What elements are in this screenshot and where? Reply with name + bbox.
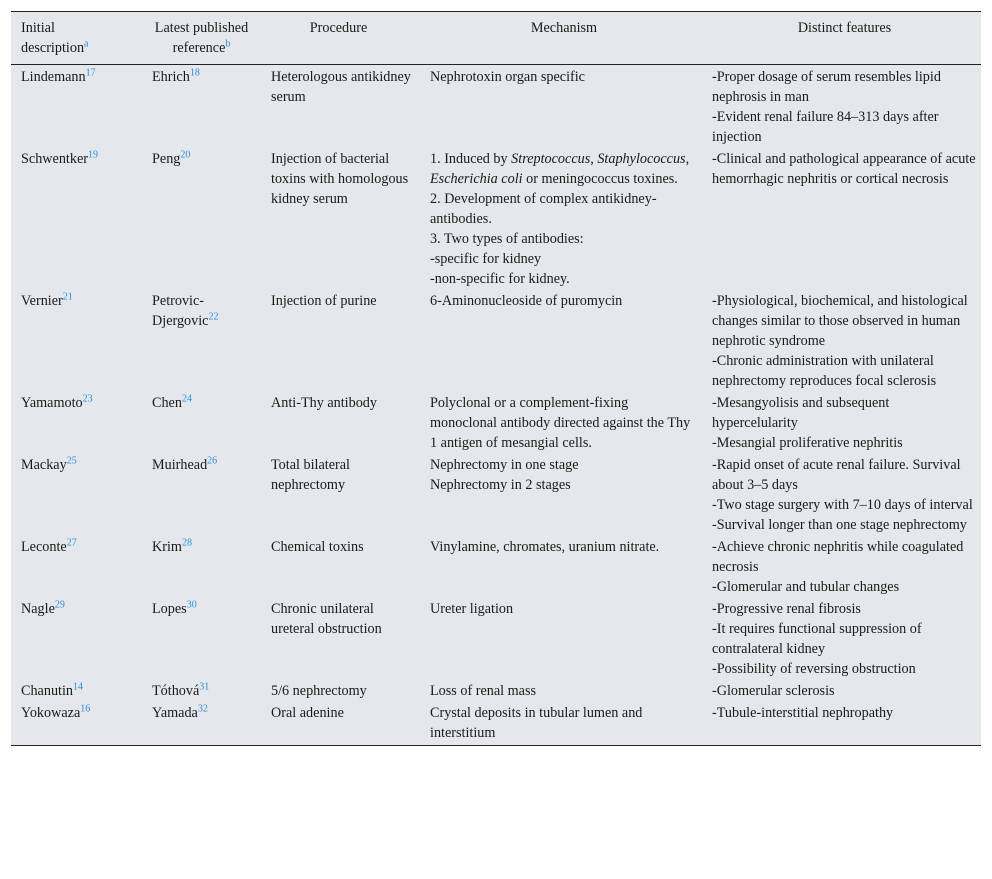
cell-procedure: 5/6 nephrectomy	[271, 683, 367, 699]
cell-distinct-features	[702, 599, 981, 681]
cell-latest-reference-text: Krim	[152, 539, 182, 555]
reference-link[interactable]: 24	[181, 393, 192, 405]
cell-initial-description-text: Yamamoto	[21, 395, 83, 411]
mechanism-line: -specific for kidney	[430, 251, 542, 267]
reference-link[interactable]: 23	[82, 393, 93, 405]
reference-link[interactable]: 16	[80, 703, 91, 715]
table-row	[11, 599, 981, 681]
mechanism-line: 6-Aminonucleoside of puromycin	[430, 293, 623, 309]
cell-initial-description-text: Lindemann	[21, 69, 86, 85]
feature-line: -Glomerular and tubular changes	[712, 579, 900, 595]
cell-latest-reference	[142, 455, 261, 537]
cell-initial-description-text: Schwentker	[21, 151, 88, 167]
reference-link[interactable]: 31	[199, 681, 210, 693]
cell-procedure: Injection of bacterial toxins with homologous kidney serum	[271, 151, 409, 207]
header-initial-label: Initial description	[21, 20, 85, 56]
cell-latest-reference	[142, 149, 261, 291]
cell-procedure: Heterologous antikidney serum	[271, 69, 411, 105]
header-latest-footnote[interactable]: b	[225, 38, 231, 50]
reference-link[interactable]: 26	[207, 455, 218, 467]
table-row	[11, 537, 981, 599]
reference-link[interactable]: 14	[73, 681, 84, 693]
mechanism-fragment: ,	[685, 151, 690, 167]
cell-mechanism	[420, 681, 702, 703]
cell-distinct-features	[702, 537, 981, 599]
mechanism-line: Loss of renal mass	[430, 683, 536, 699]
cell-initial-description	[11, 393, 142, 455]
cell-distinct-features	[702, 65, 981, 150]
header-distinct-features: Distinct features	[797, 20, 892, 36]
cell-mechanism	[420, 599, 702, 681]
organism-name: Escherichia coli	[430, 171, 523, 187]
cell-procedure: Injection of purine	[271, 293, 377, 309]
feature-line: -It requires functional suppression of contralateral kidney	[712, 621, 922, 657]
header-initial-footnote[interactable]: a	[84, 38, 89, 50]
cell-initial-description-text: Mackay	[21, 457, 67, 473]
feature-line: -Survival longer than one stage nephrectomy	[712, 517, 967, 533]
cell-initial-description	[11, 455, 142, 537]
mechanism-line: 3. Two types of antibodies:	[430, 231, 584, 247]
mechanism-fragment: or meningococcus toxines.	[522, 171, 678, 187]
feature-line: -Mesangial proliferative nephritis	[712, 435, 903, 451]
feature-line: -Glomerular sclerosis	[712, 683, 835, 699]
reference-link[interactable]: 32	[197, 703, 208, 715]
reference-link[interactable]: 30	[186, 599, 197, 611]
table-row	[11, 703, 981, 746]
header-procedure: Procedure	[309, 20, 368, 36]
feature-line: -Achieve chronic nephritis while coagulated necrosis	[712, 539, 964, 575]
cell-initial-description	[11, 291, 142, 393]
header-latest-label: Latest published reference	[154, 20, 249, 56]
header-latest-reference	[142, 12, 261, 65]
cell-distinct-features	[702, 393, 981, 455]
feature-line: -Clinical and pathological appearance of acute hemorrhagic nephritis or cortical necrosis	[712, 151, 976, 187]
cell-latest-reference	[142, 681, 261, 703]
feature-line: -Mesangyolisis and subsequent hypercelularity	[712, 395, 890, 431]
table-body	[11, 65, 981, 746]
feature-line: -Physiological, biochemical, and histological changes similar to those observed in human nephrotic syndrome	[712, 293, 968, 349]
cell-distinct-features	[702, 291, 981, 393]
cell-initial-description	[11, 537, 142, 599]
reference-link[interactable]: 25	[66, 455, 77, 467]
cell-procedure: Anti-Thy antibody	[271, 395, 377, 411]
cell-distinct-features	[702, 149, 981, 291]
cell-mechanism	[420, 537, 702, 599]
mechanism-line: -non-specific for kidney.	[430, 271, 570, 287]
mechanism-fragment: ,	[590, 151, 598, 167]
table-row	[11, 393, 981, 455]
table-row	[11, 455, 981, 537]
organism-name: Streptococcus	[511, 151, 591, 167]
models-table	[11, 11, 981, 746]
cell-latest-reference-text: Petrovic-Djergovic	[152, 293, 209, 329]
mechanism-line: Nephrotoxin organ specific	[430, 69, 585, 85]
mechanism-line: Nephrectomy in 2 stages	[430, 477, 571, 493]
cell-latest-reference	[142, 703, 261, 746]
reference-link[interactable]: 20	[180, 149, 191, 161]
mechanism-line: 2. Development of complex antikidney-antibodies.	[430, 191, 657, 227]
cell-mechanism	[420, 393, 702, 455]
feature-line: -Progressive renal fibrosis	[712, 601, 861, 617]
cell-initial-description-text: Nagle	[21, 601, 55, 617]
mechanism-line: Nephrectomy in one stage	[430, 457, 579, 473]
cell-distinct-features	[702, 681, 981, 703]
cell-procedure: Total bilateral nephrectomy	[271, 457, 350, 493]
organism-name: Staphylococcus	[597, 151, 686, 167]
mechanism-fragment: 1. Induced by	[430, 151, 512, 167]
table-row	[11, 65, 981, 150]
mechanism-line	[430, 149, 698, 189]
cell-mechanism	[420, 291, 702, 393]
table-row	[11, 681, 981, 703]
mechanism-line: Polyclonal or a complement-fixing monoclonal antibody directed against the Thy 1 antigen of mesangial cells.	[430, 395, 691, 451]
cell-distinct-features	[702, 455, 981, 537]
cell-latest-reference-text: Ehrich	[152, 69, 190, 85]
cell-initial-description	[11, 149, 142, 291]
cell-latest-reference-text: Chen	[152, 395, 182, 411]
table-row	[11, 149, 981, 291]
cell-mechanism	[420, 65, 702, 150]
cell-initial-description-text: Leconte	[21, 539, 67, 555]
header-mechanism: Mechanism	[530, 20, 598, 36]
cell-latest-reference-text: Tóthová	[152, 683, 200, 699]
cell-initial-description-text: Vernier	[21, 293, 63, 309]
cell-mechanism	[420, 455, 702, 537]
cell-latest-reference	[142, 65, 261, 150]
cell-latest-reference-text: Peng	[152, 151, 181, 167]
reference-link[interactable]: 21	[62, 291, 73, 303]
cell-procedure: Chronic unilateral ureteral obstruction	[271, 601, 382, 637]
cell-distinct-features	[702, 703, 981, 746]
cell-latest-reference	[142, 599, 261, 681]
cell-mechanism	[420, 703, 702, 746]
mechanism-line: Ureter ligation	[430, 601, 514, 617]
feature-line: -Proper dosage of serum resembles lipid nephrosis in man	[712, 69, 941, 105]
cell-initial-description	[11, 65, 142, 150]
reference-link[interactable]: 29	[54, 599, 65, 611]
cell-latest-reference-text: Lopes	[152, 601, 187, 617]
cell-initial-description-text: Yokowaza	[21, 705, 81, 721]
cell-latest-reference-text: Muirhead	[152, 457, 208, 473]
header-initial-description	[11, 12, 142, 65]
feature-line: -Two stage surgery with 7–10 days of interval	[712, 497, 973, 513]
cell-mechanism	[420, 149, 702, 291]
cell-procedure: Oral adenine	[271, 705, 344, 721]
cell-initial-description	[11, 681, 142, 703]
reference-link[interactable]: 18	[189, 67, 200, 79]
feature-line: -Tubule-interstitial nephropathy	[712, 705, 894, 721]
cell-initial-description	[11, 703, 142, 746]
cell-latest-reference	[142, 291, 261, 393]
cell-initial-description	[11, 599, 142, 681]
cell-initial-description-text: Chanutin	[21, 683, 74, 699]
reference-link[interactable]: 28	[181, 537, 192, 549]
cell-procedure: Chemical toxins	[271, 539, 364, 555]
reference-link[interactable]: 19	[87, 149, 98, 161]
reference-link[interactable]: 27	[66, 537, 77, 549]
reference-link[interactable]: 17	[85, 67, 96, 79]
feature-line: -Possibility of reversing obstruction	[712, 661, 916, 677]
cell-latest-reference-text: Yamada	[152, 705, 198, 721]
header-row	[11, 12, 981, 65]
feature-line: -Rapid onset of acute renal failure. Survival about 3–5 days	[712, 457, 961, 493]
table-row	[11, 291, 981, 393]
reference-link[interactable]: 22	[208, 311, 219, 323]
mechanism-line: Vinylamine, chromates, uranium nitrate.	[430, 539, 660, 555]
mechanism-line: Crystal deposits in tubular lumen and interstitium	[430, 705, 643, 741]
feature-line: -Evident renal failure 84–313 days after injection	[712, 109, 939, 145]
table-container	[11, 11, 981, 746]
cell-latest-reference	[142, 393, 261, 455]
feature-line: -Chronic administration with unilateral nephrectomy reproduces focal sclerosis	[712, 353, 937, 389]
cell-latest-reference	[142, 537, 261, 599]
